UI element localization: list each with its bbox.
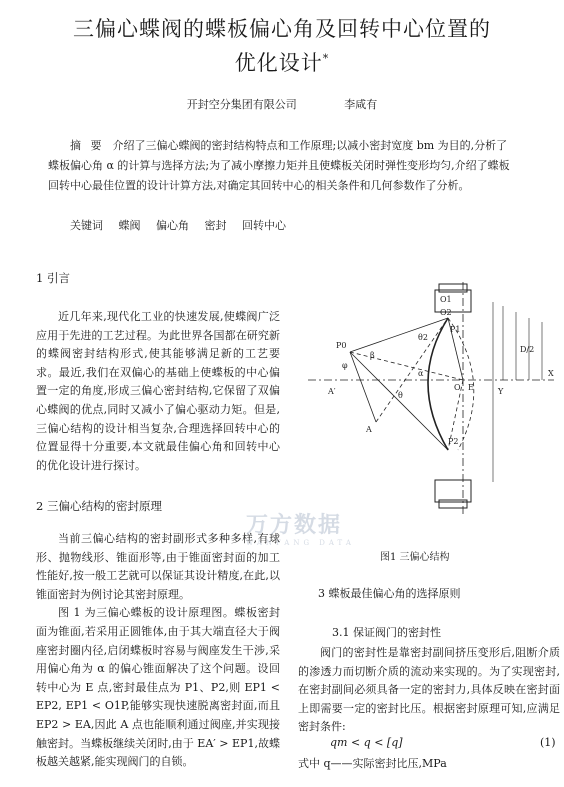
- section-2-body: [36, 530, 280, 772]
- label-D2: D/2: [520, 345, 535, 354]
- figure-1-caption: 图1 三偏心结构: [380, 552, 450, 563]
- keyword: 蝶阀: [118, 219, 141, 232]
- label-P1: P1: [450, 325, 461, 334]
- label-P0: P0: [336, 341, 347, 350]
- label-P2: P2: [448, 437, 459, 446]
- abstract: [48, 136, 518, 196]
- figure-1-diagram: [298, 282, 560, 514]
- section-3-1-heading: 3.1 保证阀门的密封性: [332, 626, 441, 639]
- paragraph: 图 1 为三偏心蝶板的设计原理图。蝶板密封面为锥面,若采用正圆锥体,由于其大端直径大于阀座密封圈内径,启闭蝶板时容易与阀座发生干涉,采用偏心角为 α 的偏心锥面解决了这个问题。设回转中心为 E 点,密封最佳点为 P1、P2,则 EP1 < EP2, EP1 < O1P,能够实现快速脱离密封面,而且 EP2 > EA,因此 A 点也能顺利通过阀座,并实现接触密封。当蝶板继续关闭时,由于 EA′ > EP1,故蝶板越关越紧,能实现阀门的自锁。: [36, 606, 280, 769]
- label-phi: φ: [342, 361, 348, 370]
- paper-title-line1: 三偏心蝶阀的蝶板偏心角及回转中心位置的: [73, 17, 491, 41]
- keywords-label: 关键词: [70, 219, 103, 232]
- equation-where: 式中 q——实际密封比压,MPa: [298, 757, 447, 770]
- label-beta: β: [370, 351, 375, 360]
- equation-number: (1): [540, 736, 556, 749]
- section-3-1-body: [298, 644, 560, 737]
- abstract-text: 介绍了三偏心蝶阀的密封结构特点和工作原理;以减小密封宽度 bm 为目的,分析了蝶板偏心角 α 的计算与选择方法;为了减小摩擦力矩并且使蝶板关闭时弹性变形均匀,介绍了蝶板回转中心最佳位置的设计计算方法,对确定其回转中心的相关条件和几何参数作了分析。: [48, 139, 510, 192]
- label-O: O: [454, 383, 461, 392]
- paragraph: 近几年来,现代化工业的快速发展,使蝶阀广泛应用于先进的工艺过程。为此世界各国都在研究新的蝶阀密封结构形式,使其能够满足新的工艺要求。最近,我们在双偏心的基础上使蝶板的中心偏置一定的角度,形成三偏心密封结构,它保留了双偏心蝶阀的优点,同时又减小了偏心驱动力矩。但是,三偏心结构的设计相当复杂,合理选择回转中心的位置显得十分重要,本文就最佳偏心角和回转中心的优化设计进行探讨。: [36, 310, 280, 472]
- paragraph: 阀门的密封性是靠密封副间挤压变形后,阻断介质的渗透力而切断介质的流动来实现的。为了实现密封,在密封副间必须具备一定的密封力,具体反映在密封面上即需要一定的密封比压。根据密封原理可知,应满足密封条件:: [298, 646, 560, 734]
- keyword: 回转中心: [242, 219, 286, 232]
- label-E: E: [468, 383, 474, 392]
- paper-title-line2: 优化设计*: [234, 51, 330, 75]
- label-A-prime: A′: [328, 387, 336, 396]
- label-O1: O1: [440, 295, 452, 304]
- author-name: 李咸有: [344, 98, 378, 111]
- label-theta: θ: [398, 391, 403, 400]
- label-Y: Y: [498, 387, 504, 396]
- keyword: 密封: [204, 219, 227, 232]
- section-1-body: [36, 308, 280, 475]
- abstract-label: 摘 要: [70, 139, 105, 152]
- watermark-logo: 万方数据 WANFANG DATA: [246, 512, 355, 547]
- label-O2: O2: [440, 308, 452, 317]
- section-2-heading: 2 三偏心结构的密封原理: [36, 499, 162, 513]
- label-alpha: α: [418, 369, 424, 378]
- section-1-heading: 1 引言: [36, 271, 70, 285]
- equation-1: qm < q < [q]: [330, 736, 403, 749]
- label-theta2: θ2: [418, 333, 428, 342]
- label-X: X: [548, 369, 554, 378]
- keywords: [70, 217, 298, 233]
- label-A: A: [366, 425, 372, 434]
- paragraph: 当前三偏心结构的密封副形式多种多样,有球形、抛物线形、锥面形等,由于锥面密封面的加工性能好,按一般工艺就可以保证其设计精度,在此,以锥面密封为例讨论其密封原理。: [36, 532, 280, 601]
- author-org: 开封空分集团有限公司: [186, 98, 297, 111]
- section-3-heading: 3 蝶板最佳偏心角的选择原则: [318, 587, 461, 600]
- keyword: 偏心角: [156, 219, 189, 232]
- byline: [0, 96, 564, 112]
